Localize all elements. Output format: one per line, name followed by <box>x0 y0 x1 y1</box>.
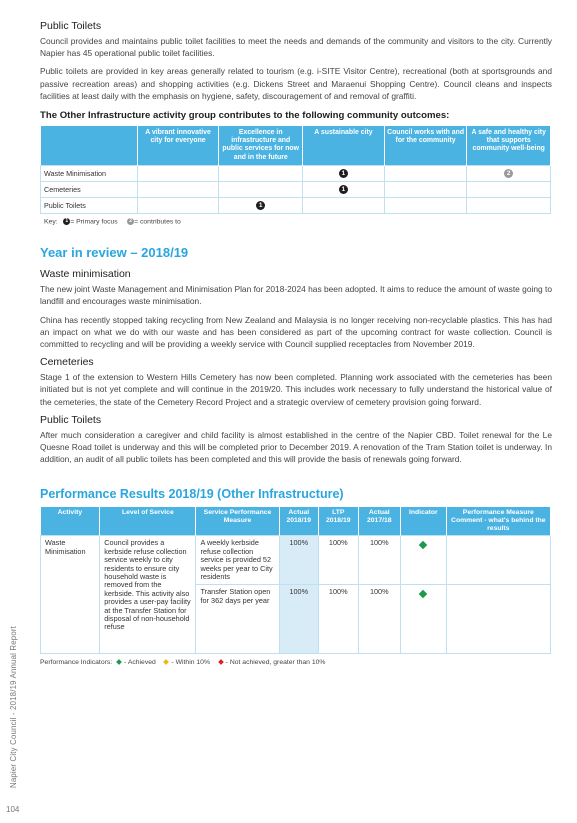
perf-comment-1 <box>446 536 550 585</box>
perf-header-activity: Activity <box>41 507 100 536</box>
perf-header-actual-1819: Actual 2018/19 <box>279 507 319 536</box>
outcomes-cell <box>467 197 551 213</box>
outcomes-cell <box>467 165 551 181</box>
primary-focus-icon: 1 <box>256 201 265 210</box>
cemeteries-heading: Cemeteries <box>40 356 94 369</box>
contributes-icon: 2 <box>127 218 134 225</box>
performance-legend <box>40 659 552 666</box>
key-primary: = Primary focus <box>70 218 118 226</box>
public-toilets-para-1: Council provides and maintains public toilet facilities to meet the needs and demands of the community and visitors to the city. Currently Napier has 45 operational public toilet facilities. <box>40 36 552 59</box>
outcomes-cell <box>219 197 303 213</box>
outcomes-row-label: Waste Minimisation <box>41 165 138 181</box>
toilets-review-heading: Public Toilets <box>40 413 102 426</box>
table-row <box>41 165 551 181</box>
outcomes-header-sustainable: A sustainable city <box>303 126 385 165</box>
not-achieved-diamond-icon <box>218 659 224 665</box>
primary-focus-icon: 1 <box>339 169 348 178</box>
outcomes-title: The Other Infrastructure activity group contributes to the following community outcomes: <box>40 110 450 122</box>
performance-title: Performance Results 2018/19 (Other Infrastructure) <box>40 487 344 502</box>
perf-header-actual-1718: Actual 2017/18 <box>358 507 401 536</box>
perf-ltp-1819-2: 100% <box>319 585 359 654</box>
outcomes-row-label: Public Toilets <box>41 197 138 213</box>
outcomes-cell <box>384 197 467 213</box>
perf-ltp-1819-1: 100% <box>319 536 359 585</box>
cemeteries-para: Stage 1 of the extension to Western Hills Cemetery has now been completed. Planning work associated with the cemeteries has been initiated but is not yet complete and will continue in the 2019/20. This includes work necessary to fully understand the historical value of the cemeteries, the state of the Cemetery Record Project and a strategic overview of cemetery provision going forward. <box>40 372 552 407</box>
perf-actual-1718-2: 100% <box>358 585 401 654</box>
key-label: Key: <box>44 218 58 226</box>
achieved-diamond-icon <box>419 541 427 549</box>
perf-header-measure: Service Performance Measure <box>196 507 279 536</box>
primary-focus-icon: 1 <box>339 185 348 194</box>
perf-measure-2: Transfer Station open for 362 days per year <box>196 585 279 654</box>
public-toilets-heading: Public Toilets <box>40 20 102 32</box>
outcomes-cell <box>219 181 303 197</box>
legend-within: - Within 10% <box>171 659 210 667</box>
outcomes-header-safe-healthy: A safe and healthy city that supports community well-being <box>467 126 551 165</box>
perf-header-level: Level of Service <box>100 507 196 536</box>
outcomes-header-excellence: Excellence in infrastructure and public services for now and in the future <box>219 126 303 165</box>
outcomes-header-council-works: Council works with and for the community <box>384 126 467 165</box>
outcomes-cell <box>137 197 219 213</box>
perf-header-indicator: Indicator <box>401 507 447 536</box>
perf-indicator-1 <box>401 536 447 585</box>
outcomes-header-row <box>41 126 551 165</box>
outcomes-row-label: Cemeteries <box>41 181 138 197</box>
achieved-diamond-icon <box>419 590 427 598</box>
performance-header-row <box>41 507 551 536</box>
primary-focus-icon: 1 <box>63 218 70 225</box>
perf-measure-1: A weekly kerbside refuse collection service is provided 52 weeks per year to City residents <box>196 536 279 585</box>
performance-table <box>40 507 551 654</box>
outcomes-cell <box>303 165 385 181</box>
year-in-review-title: Year in review – 2018/19 <box>40 245 189 261</box>
public-toilets-para-2: Public toilets are provided in key areas generally related to tourism (e.g. i-SITE Visitor Centre), recreational (both at sportsgrounds and passive recreation areas) and shopping activities (e.g. Dickens Street and Maraenui Shopping Centre). Council cleans and inspects facilities at least daily with the emphasis on hygiene, safety, discouragement of and removal of graffiti. <box>40 66 552 101</box>
outcomes-cell <box>137 165 219 181</box>
outcomes-header-vibrant: A vibrant innovative city for everyone <box>137 126 219 165</box>
table-row <box>41 197 551 213</box>
perf-comment-2 <box>446 585 550 654</box>
outcomes-cell <box>384 165 467 181</box>
perf-header-ltp-1819: LTP 2018/19 <box>319 507 359 536</box>
perf-level-of-service: Council provides a kerbside refuse collection service weekly to city residents to ensure city household waste is removed from the kerbside. This activity also provides a user-pay facility at the Transfer Station for disposal of non-household refuse <box>100 536 196 654</box>
outcomes-cell <box>384 181 467 197</box>
outcomes-cell <box>303 197 385 213</box>
within-diamond-icon <box>164 659 170 665</box>
achieved-diamond-icon <box>116 659 122 665</box>
perf-header-comment: Performance Measure Comment - what's behind the results <box>446 507 550 536</box>
perf-actual-1819-1: 100% <box>279 536 319 585</box>
legend-achieved: - Achieved <box>124 659 156 667</box>
outcomes-header-blank <box>41 126 138 165</box>
waste-para-1: The new joint Waste Management and Minimisation Plan for 2018-2024 has been adopted. It aims to reduce the amount of waste going to landfill and encourages waste minimisation. <box>40 284 552 307</box>
outcomes-cell <box>137 181 219 197</box>
waste-heading: Waste minimisation <box>40 268 131 281</box>
table-row <box>41 536 551 585</box>
contributes-icon: 2 <box>504 169 513 178</box>
legend-label: Performance Indicators: <box>40 659 113 667</box>
outcomes-key <box>44 218 552 225</box>
outcomes-cell <box>303 181 385 197</box>
perf-actual-1718-1: 100% <box>358 536 401 585</box>
perf-activity: Waste Minimisation <box>41 536 100 654</box>
key-contrib: = contributes to <box>134 218 181 226</box>
outcomes-cell <box>219 165 303 181</box>
waste-para-2: China has recently stopped taking recycling from New Zealand and Malaysia is no longer receiving non-recyclable plastics. This has had an impact on what we do with our waste and has been considered as part of the upcoming contract for waste collection. Council is committed to recycling and will be providing a weekly service with Council supplied receptacles from November 2019. <box>40 314 552 349</box>
side-report-title: Napier City Council - 2018/19 Annual Report <box>9 625 18 788</box>
outcomes-table <box>40 126 551 214</box>
page-content <box>40 20 552 666</box>
perf-indicator-2 <box>401 585 447 654</box>
legend-not-achieved: - Not achieved, greater than 10% <box>225 659 326 667</box>
perf-actual-1819-2: 100% <box>279 585 319 654</box>
table-row <box>41 181 551 197</box>
page-number: 104 <box>6 805 20 814</box>
outcomes-cell <box>467 181 551 197</box>
toilets-review-para: After much consideration a caregiver and child facility is almost established in the centre of the Napier CBD. Toilet renewal for the Le Quesne Road toilet is underway and this will be completed prior to December 2019. A renovation of the Tram Station toilet is underway. In addition, an audit of all public toilets has been completed and this will provide the basis of renewals going forward. <box>40 429 552 465</box>
